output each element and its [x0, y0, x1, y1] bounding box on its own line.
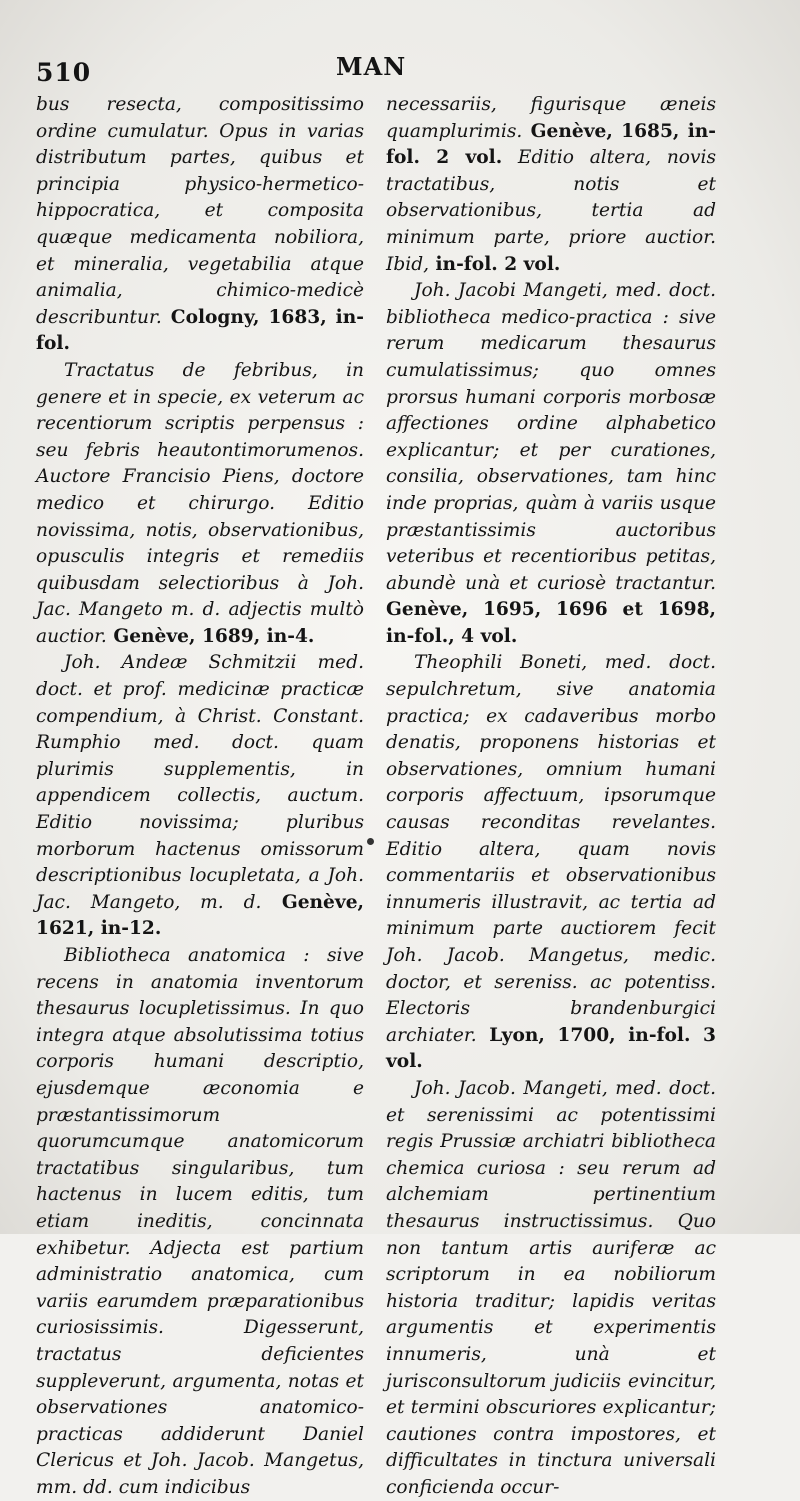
right-column: [386, 92, 716, 1501]
entry-title: Joh. Andeæ Schmitzii med. doct. et prof. medicinæ practicæ compendium, à Christ. Constant. Rumphio med. doct. quam plurimis supplementis, in appendicem collectis, auctum. Editio novissima; pluribus morborum hactenus omissorum descriptionibus locupletata, a Joh. Jac. Mangeto, m. d.: [36, 652, 364, 913]
entry-edition-note: Editio altera, novis tractatibus, notis et observationibus, tertia ad minimum parte, priore auctior. Ibid,: [386, 147, 716, 275]
entry-title: Joh. Jacobi Mangeti, med. doct. bibliotheca medico-practica : sive rerum medicarum thesaurus cumulatissimus; quo omnes prorsus humani corporis morbosæ affectiones ordine alphabetico explicantur; et per curationes, consilia, observationes, tam hinc inde proprias, quàm à variis usque præstantissimis auctoribus veteribus et recentioribus petitas, abundè unà et curiosè tractantur.: [386, 280, 716, 594]
entry-imprint: in-fol. 2 vol.: [429, 253, 561, 275]
bibliography-entry: [386, 92, 716, 278]
bibliography-entry: [36, 358, 364, 651]
bibliography-entry: [36, 92, 364, 358]
bibliography-entry: [36, 943, 364, 1501]
entry-title: necessariis, figurisque æneis quamplurimis.: [386, 94, 716, 142]
entry-imprint: Genève, 1685, in-fol. 2 vol.: [386, 120, 716, 169]
entry-imprint: Lyon, 1700, in-fol. 3 vol.: [386, 1024, 716, 1073]
left-column: [36, 92, 364, 1501]
page-number: 510: [36, 58, 92, 87]
bibliography-entry: [386, 278, 716, 650]
entry-title: Bibliotheca anatomica : sive recens in anatomia inventorum thesaurus locupletissimus. In quo integra atque absolutissima totius corporis humani descriptio, ejusdemque æconomia e præstantissimorum quorumcumque anatomicorum tractatibus singularibus, tum hactenus in lucem editis, tum etiam ineditis, concinnata exhibetur. Adjecta est partium administratio anatomica, cum variis earumdem præparationibus curiosissimis. Digesserunt, tractatus deficientes suppleverunt, argumenta, notas et observationes anatomico-practicas addiderunt Daniel Clericus et Joh. Jacob. Mangetus, mm. dd. cum indicibus: [36, 945, 364, 1498]
ink-spot: [367, 838, 374, 845]
entry-title: Theophili Boneti, med. doct. sepulchretum, sive anatomia practica; ex cadaveribus morbo denatis, proponens historias et observationes, omnium humani corporis affectuum, ipsorumque causas reconditas revelantes. Editio altera, quam novis commentariis et observationibus innumeris illustravit, ac tertia ad minimum parte auctiorem fecit Joh. Jacob. Mangetus, medic. doctor, et sereniss. ac potentiss. Electoris brandenburgici archiater.: [386, 652, 716, 1046]
entry-imprint: Cologny, 1683, in-fol.: [36, 306, 364, 355]
entry-imprint: Genève, 1621, in-12.: [36, 891, 364, 940]
entry-title: bus resecta, compositissimo ordine cumulatur. Opus in varias distributum partes, quibus et principia physico-hermetico-hippocratica, et composita quæque medicamenta nobiliora, et mineralia, vegetabilia atque animalia, chimico-medicè describuntur.: [36, 94, 364, 328]
bibliography-entry: [386, 650, 716, 1076]
bibliography-entry: [386, 1076, 716, 1501]
entry-imprint: Genève, 1695, 1696 et 1698, in-fol., 4 vol.: [386, 599, 716, 647]
entry-title: Joh. Jacob. Mangeti, med. doct. et serenissimi ac potentissimi regis Prussiæ archiatri bibliotheca chemica curiosa : seu rerum ad alchemiam pertinentium thesaurus instructissimus. Quo non tantum artis auriferæ ac scriptorum in ea nobiliorum historia traditur; lapidis veritas argumentis et experimentis innumeris, unà et jurisconsultorum judiciis evincitur, et termini obscuriores explicantur; cautiones contra impostores, et difficultates in tinctura universali conficienda occur-: [386, 1077, 716, 1498]
entry-imprint: Genève, 1689, in-4.: [106, 625, 315, 647]
entry-title: Tractatus de febribus, in genere et in specie, ex veterum ac recentiorum scriptis perpensus : seu febris heautontimorumenos. Auctore Francisio Piens, doctore medico et chirurgo. Editio novissima, notis, observationibus, opusculis integris et remediis quibusdam selectioribus à Joh. Jac. Mangeto m. d. adjectis multò auctior.: [36, 359, 364, 647]
bibliography-entry: [36, 650, 364, 943]
running-head: MAN: [336, 52, 407, 81]
